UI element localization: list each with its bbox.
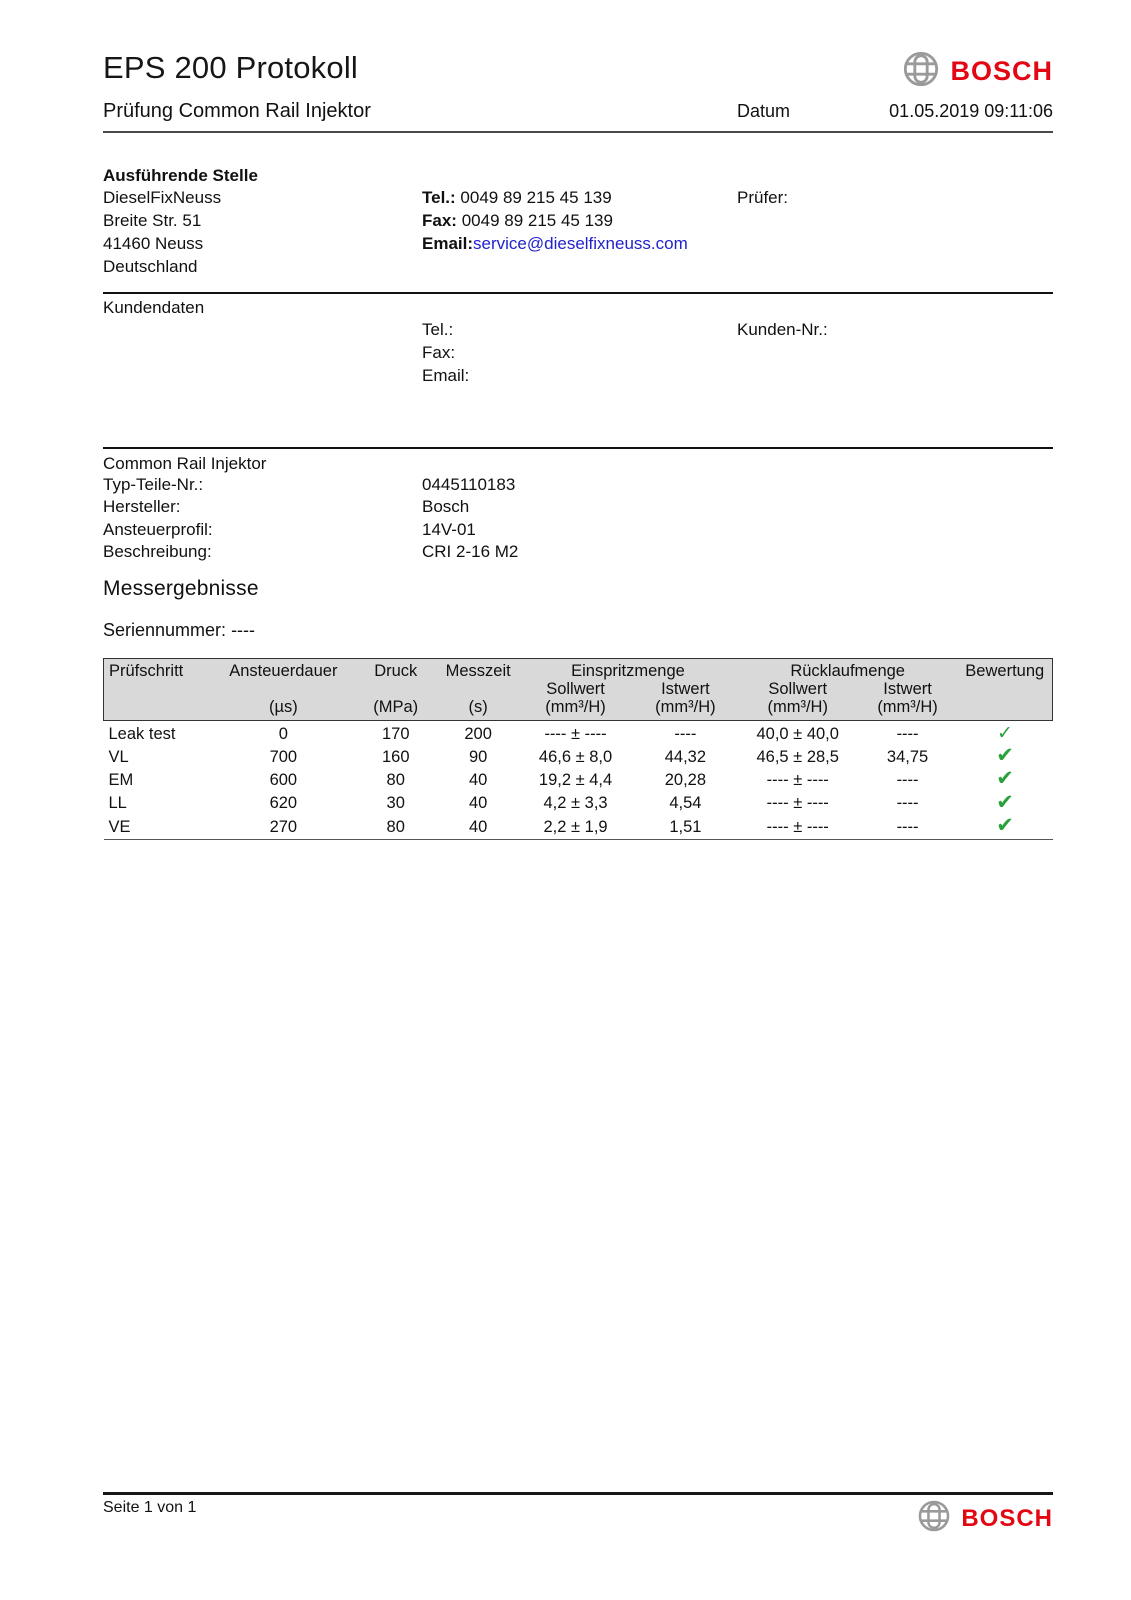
col-header-injection-group: Einspritzmenge bbox=[571, 661, 685, 680]
bosch-wordmark: BOSCH bbox=[961, 1504, 1053, 1532]
cell-ret-setpoint: ---- ± ---- bbox=[766, 817, 829, 836]
check-icon: ✔ bbox=[996, 744, 1014, 768]
table-row bbox=[104, 768, 1053, 791]
customer-heading: Kundendaten bbox=[103, 298, 205, 317]
cell-duration: 600 bbox=[269, 770, 298, 789]
cell-inj-setpoint: 19,2 ± 4,4 bbox=[538, 770, 613, 789]
executing-office-heading: Ausführende Stelle bbox=[103, 166, 258, 185]
cell-inj-actual: ---- bbox=[674, 724, 697, 743]
injector-row bbox=[103, 541, 1053, 563]
unit-flow: (mm³/H) bbox=[767, 697, 828, 716]
header-subline bbox=[103, 100, 1053, 133]
footer bbox=[103, 1492, 1053, 1538]
cell-time: 200 bbox=[464, 724, 492, 743]
injector-value: 0445110183 bbox=[422, 475, 516, 494]
injector-value: Bosch bbox=[422, 497, 470, 517]
cell-ret-setpoint: ---- ± ---- bbox=[766, 794, 829, 813]
check-icon: ✔ bbox=[996, 790, 1014, 814]
unit-flow: (mm³/H) bbox=[877, 697, 938, 716]
serial-value: ---- bbox=[231, 619, 256, 640]
cell-ret-actual: ---- bbox=[896, 724, 919, 743]
address-line: DieselFixNeuss bbox=[103, 188, 222, 207]
cell-inj-actual: 1,51 bbox=[669, 817, 702, 836]
email-label: Email: bbox=[422, 234, 474, 253]
col-header-rating: Bewertung bbox=[965, 661, 1045, 680]
page-title: EPS 200 Protokoll bbox=[103, 50, 358, 85]
cell-pressure: 80 bbox=[386, 817, 405, 836]
section-customer bbox=[103, 298, 1053, 449]
bosch-anchor-icon bbox=[917, 1499, 951, 1538]
cell-inj-setpoint: 4,2 ± 3,3 bbox=[543, 794, 608, 813]
customer-email-label: Email: bbox=[422, 366, 470, 385]
results-table-header bbox=[104, 658, 1053, 720]
bosch-wordmark: BOSCH bbox=[950, 56, 1053, 86]
check-icon: ✔ bbox=[996, 814, 1014, 838]
cell-inj-actual: 4,54 bbox=[669, 794, 702, 813]
cell-ret-setpoint: 40,0 ± 40,0 bbox=[756, 724, 839, 743]
header bbox=[103, 50, 1053, 93]
serial-label: Seriennummer: bbox=[103, 619, 227, 640]
address-line: Deutschland bbox=[103, 257, 198, 276]
cell-inj-setpoint: ---- ± ---- bbox=[544, 724, 607, 743]
cell-ret-actual: 34,75 bbox=[886, 747, 929, 766]
col-header-step: Prüfschritt bbox=[109, 661, 184, 680]
table-row bbox=[104, 745, 1053, 768]
table-row bbox=[104, 792, 1053, 815]
tel-line bbox=[422, 186, 737, 209]
col-subheader-setpoint: Sollwert bbox=[546, 679, 605, 698]
cell-inj-setpoint: 46,6 ± 8,0 bbox=[538, 747, 613, 766]
cell-step: EM bbox=[108, 770, 134, 789]
injector-row bbox=[103, 519, 1053, 541]
bosch-logo-footer bbox=[917, 1499, 1053, 1538]
unit-time: (s) bbox=[468, 697, 488, 716]
results-heading: Messergebnisse bbox=[103, 576, 259, 600]
cell-ret-actual: ---- bbox=[896, 770, 919, 789]
unit-flow: (mm³/H) bbox=[655, 697, 716, 716]
customer-number-label: Kunden-Nr.: bbox=[737, 320, 828, 339]
fax-label: Fax: bbox=[422, 211, 457, 230]
customer-fax-label: Fax: bbox=[422, 343, 456, 362]
unit-pressure: (MPa) bbox=[373, 697, 419, 716]
col-header-return-group: Rücklaufmenge bbox=[790, 661, 905, 680]
col-subheader-actual: Istwert bbox=[661, 679, 710, 698]
cell-inj-setpoint: 2,2 ± 1,9 bbox=[543, 817, 608, 836]
address-line: Breite Str. 51 bbox=[103, 211, 202, 230]
executing-office-address bbox=[103, 186, 422, 278]
check-icon: ✓ bbox=[997, 722, 1013, 744]
col-header-duration: Ansteuerdauer bbox=[229, 661, 338, 680]
injector-value: CRI 2-16 M2 bbox=[422, 542, 519, 562]
injector-label: Typ-Teile-Nr.: bbox=[103, 475, 204, 494]
fax-value: 0049 89 215 45 139 bbox=[461, 211, 613, 230]
customer-contact bbox=[422, 318, 737, 387]
injector-value: 14V-01 bbox=[422, 519, 476, 539]
injector-heading: Common Rail Injektor bbox=[103, 454, 267, 473]
tel-label: Tel.: bbox=[422, 188, 456, 207]
cell-ret-actual: ---- bbox=[896, 817, 919, 836]
date-value: 01.05.2019 09:11:06 bbox=[889, 101, 1053, 121]
table-row bbox=[104, 815, 1053, 839]
cell-duration: 700 bbox=[269, 747, 298, 766]
col-subheader-setpoint: Sollwert bbox=[768, 679, 828, 698]
table-row bbox=[104, 720, 1053, 745]
cell-pressure: 30 bbox=[386, 794, 405, 813]
unit-flow: (mm³/H) bbox=[545, 697, 606, 716]
document-subtitle: Prüfung Common Rail Injektor bbox=[103, 100, 371, 122]
cell-time: 40 bbox=[468, 794, 488, 813]
page-number: Seite 1 von 1 bbox=[103, 1499, 197, 1516]
bosch-logo bbox=[902, 50, 1053, 93]
col-header-time: Messzeit bbox=[445, 661, 511, 680]
executing-office-contact bbox=[422, 186, 737, 278]
results-table bbox=[103, 658, 1053, 840]
cell-step: LL bbox=[108, 794, 127, 813]
check-icon: ✔ bbox=[996, 767, 1014, 791]
bosch-anchor-icon bbox=[902, 50, 940, 93]
fax-line bbox=[422, 209, 737, 232]
cell-step: VL bbox=[108, 747, 129, 766]
cell-pressure: 170 bbox=[381, 724, 410, 743]
cell-inj-actual: 20,28 bbox=[664, 770, 707, 789]
examiner-label: Prüfer: bbox=[737, 188, 789, 207]
cell-duration: 620 bbox=[269, 794, 298, 813]
cell-step: VE bbox=[108, 817, 131, 836]
cell-ret-actual: ---- bbox=[896, 794, 919, 813]
serial-number-line bbox=[103, 620, 1053, 641]
unit-duration: (µs) bbox=[268, 697, 298, 716]
customer-tel-label: Tel.: bbox=[422, 320, 454, 339]
date-label: Datum bbox=[737, 101, 791, 121]
section-executing-office bbox=[103, 166, 1053, 294]
cell-pressure: 160 bbox=[381, 747, 410, 766]
cell-time: 40 bbox=[468, 817, 488, 836]
cell-ret-setpoint: 46,5 ± 28,5 bbox=[756, 747, 839, 766]
injector-label: Hersteller: bbox=[103, 497, 181, 517]
injector-label: Beschreibung: bbox=[103, 542, 212, 562]
col-header-pressure: Druck bbox=[374, 661, 418, 680]
col-subheader-actual: Istwert bbox=[883, 679, 932, 698]
cell-time: 90 bbox=[468, 747, 488, 766]
email-link[interactable]: service@dieselfixneuss.com bbox=[473, 234, 688, 253]
section-injector bbox=[103, 454, 1053, 564]
cell-inj-actual: 44,32 bbox=[664, 747, 707, 766]
address-line: 41460 Neuss bbox=[103, 234, 204, 253]
cell-time: 40 bbox=[468, 770, 488, 789]
injector-row bbox=[103, 496, 1053, 518]
cell-step: Leak test bbox=[108, 724, 176, 743]
cell-pressure: 80 bbox=[386, 770, 405, 789]
injector-row bbox=[103, 474, 1053, 496]
cell-ret-setpoint: ---- ± ---- bbox=[766, 770, 829, 789]
email-line bbox=[422, 232, 737, 255]
cell-duration: 0 bbox=[278, 724, 288, 743]
tel-value: 0049 89 215 45 139 bbox=[460, 188, 612, 207]
injector-label: Ansteuerprofil: bbox=[103, 519, 213, 539]
cell-duration: 270 bbox=[269, 817, 298, 836]
